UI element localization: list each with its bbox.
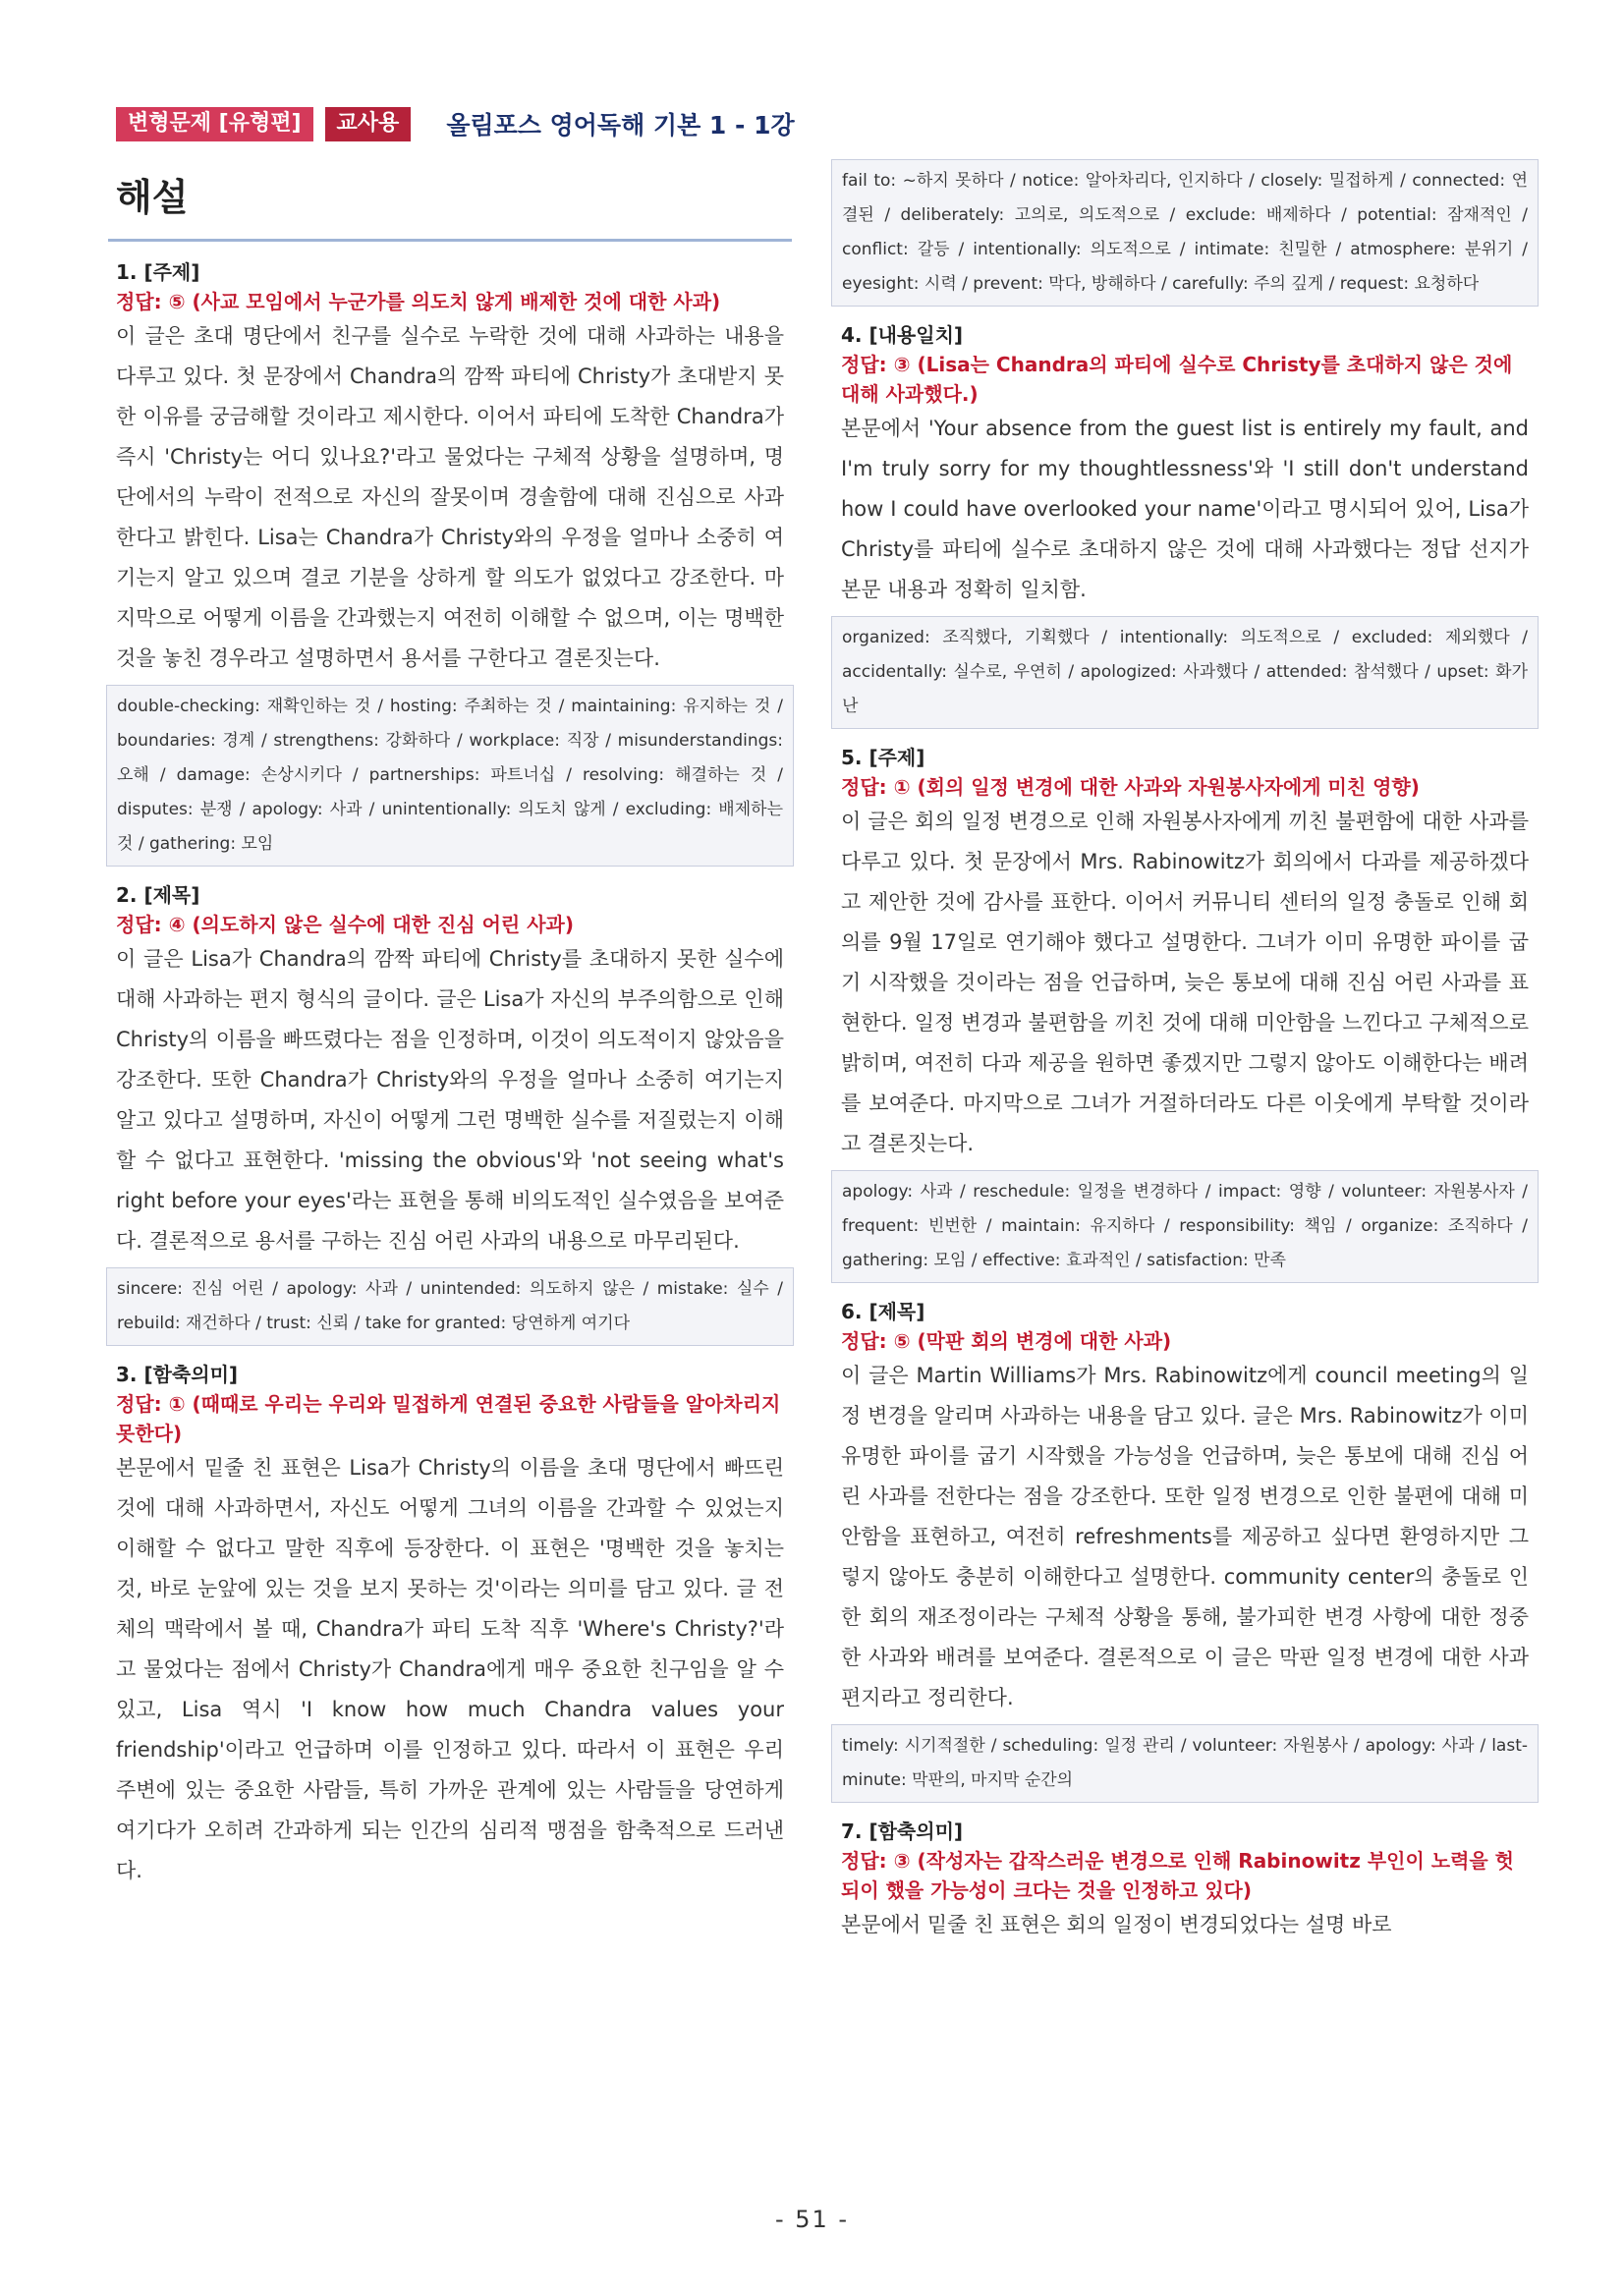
question-heading: 5. [주제] (841, 746, 925, 769)
teacher-tag: 교사용 (325, 107, 412, 141)
page-header (116, 106, 795, 141)
answer-line: 정답: ① (때때로 우리는 우리와 밀접하게 연결된 중요한 사람들을 알아차리지 못한다) (116, 1392, 781, 1445)
vocabulary-box: timely: 시기적절한 / scheduling: 일정 관리 / volunteer: 자원봉사 / apology: 사과 / last-minute: 막판의, 마지막 순간의 (831, 1724, 1539, 1803)
section-divider (108, 239, 792, 242)
question-heading: 1. [주제] (116, 260, 200, 284)
answer-line: 정답: ⑤ (막판 회의 변경에 대한 사과) (841, 1329, 1172, 1353)
answer-line: 정답: ① (회의 일정 변경에 대한 사과와 자원봉사자에게 미친 영향) (841, 775, 1420, 799)
question-heading: 2. [제목] (116, 883, 200, 907)
vocabulary-box: apology: 사과 / reschedule: 일정을 변경하다 / impact: 영향 / volunteer: 자원봉사자 / frequent: 빈번한 / maintain: 유지하다 / responsibility: 책임 / organize: 조직하다 / gathering: 모임 / effective: 효과적인 / satisfaction: 만족 (831, 1170, 1539, 1283)
section-title: 해설 (116, 176, 189, 219)
answer-line: 정답: ④ (의도하지 않은 실수에 대한 진심 어린 사과) (116, 913, 574, 936)
answer-line: 정답: ⑤ (사교 모임에서 누군가를 의도치 않게 배제한 것에 대한 사과) (116, 290, 721, 313)
question-heading: 7. [함축의미] (841, 1820, 964, 1843)
explanation-text: 이 글은 회의 일정 변경으로 인해 자원봉사자에게 끼친 불편함에 대한 사과를 다루고 있다. 첫 문장에서 Mrs. Rabinowitz가 회의에서 다과를 제공하겠다고 제안한 것에 감사를 표한다. 이어서 커뮤니티 센터의 일정 충돌로 인해 회의를 9월 17일로 연기해야 했다고 설명한다. 그녀가 이미 유명한 파이를 굽기 시작했을 것이라는 점을 언급하며, 늦은 통보에 대해 진심 어린 사과를 표현한다. 일정 변경과 불편함을 끼친 것에 대해 미안함을 느낀다고 구체적으로 밝히며, 여전히 다과 제공을 원하면 좋겠지만 그렇지 않아도 이해한다는 배려를 보여준다. 마지막으로 그녀가 거절하더라도 다른 이웃에게 부탁할 것이라고 결론짓는다. (841, 810, 1529, 1155)
question-heading: 6. [제목] (841, 1300, 925, 1323)
explanation-text: 본문에서 밑줄 친 표현은 Lisa가 Christy의 이름을 초대 명단에서 빠뜨린 것에 대해 사과하면서, 자신도 어떻게 그녀의 이름을 간과할 수 있었는지 이해할 수 없다고 말한 직후에 등장한다. 이 표현은 '명백한 것을 놓치는 것, 바로 눈앞에 있는 것을 보지 못하는 것'이라는 의미를 담고 있다. 글 전체의 맥락에서 볼 때, Chandra가 파티 도착 직후 'Where's Christy?'라고 물었다는 점에서 Christy가 Chandra에게 매우 중요한 친구임을 알 수 있고, Lisa 역시 'I know how much Chandra values your friendship'이라고 언급하며 이를 인정하고 있다. 따라서 이 표현은 우리 주변에 있는 중요한 사람들, 특히 가까운 관계에 있는 사람들을 당연하게 여기다가 오히려 간과하게 되는 인간의 심리적 맹점을 함축적으로 드러낸다. (116, 1456, 784, 1882)
vocabulary-box: fail to: ~하지 못하다 / notice: 알아차리다, 인지하다 / closely: 밀접하게 / connected: 연결된 / deliberately: 고의로, 의도적으로 / exclude: 배제하다 / potential: 잠재적인 / conflict: 갈등 / intentionally: 의도적으로 / intimate: 친밀한 / atmosphere: 분위기 / eyesight: 시력 / prevent: 막다, 방해하다 / carefully: 주의 깊게 / request: 요청하다 (831, 159, 1539, 307)
vocabulary-box: double-checking: 재확인하는 것 / hosting: 주최하는 것 / maintaining: 유지하는 것 / boundaries: 경계 / strengthens: 강화하다 / workplace: 직장 / misunderstandings: 오해 / damage: 손상시키다 / partnerships: 파트너십 / resolving: 해결하는 것 / disputes: 분쟁 / apology: 사과 / unintentionally: 의도치 않게 / excluding: 배제하는 것 / gathering: 모임 (106, 685, 794, 867)
explanation-text: 본문에서 밑줄 친 표현은 회의 일정이 변경되었다는 설명 바로 (841, 1913, 1392, 1936)
right-column (841, 157, 1529, 1945)
vocabulary-box: sincere: 진심 어린 / apology: 사과 / unintended: 의도하지 않은 / mistake: 실수 / rebuild: 재건하다 / trust: 신뢰 / take for granted: 당연하게 여기다 (106, 1267, 794, 1346)
left-column (116, 157, 784, 1891)
explanation-text: 이 글은 Martin Williams가 Mrs. Rabinowitz에게 council meeting의 일정 변경을 알리며 사과하는 내용을 담고 있다. 글은 Mrs. Rabinowitz가 이미 유명한 파이를 굽기 시작했을 가능성을 언급하며, 늦은 통보에 대해 진심 어린 사과를 전한다는 점을 강조한다. 또한 일정 변경으로 인한 불편에 대해 미안함을 표현하고, 여전히 refreshments를 제공하고 싶다면 환영하지만 그렇지 않아도 충분히 이해한다고 설명한다. community center의 충돌로 인한 회의 재조정이라는 구체적 상황을 통해, 불가피한 변경 사항에 대한 정중한 사과와 배려를 보여준다. 결론적으로 이 글은 막판 일정 변경에 대한 사과 편지라고 정리한다. (841, 1364, 1529, 1709)
answer-line: 정답: ③ (Lisa는 Chandra의 파티에 실수로 Christy를 초대하지 않은 것에 대해 사과했다.) (841, 353, 1513, 406)
answer-line: 정답: ③ (작성자는 갑작스러운 변경으로 인해 Rabinowitz 부인이 노력을 헛되이 했을 가능성이 크다는 것을 인정하고 있다) (841, 1849, 1514, 1902)
series-tag: 변형문제 [유형편] (116, 107, 313, 141)
explanation-text: 본문에서 'Your absence from the guest list is entirely my fault, and I'm truly sorry for my thoughtlessness'와 'I still don't understand how I could have overlooked your name'이라고 명시되어 있어, Lisa가 Christy를 파티에 실수로 초대하지 않은 것에 대해 사과했다는 정답 선지가 본문 내용과 정확히 일치함. (841, 417, 1529, 601)
question-heading: 4. [내용일치] (841, 323, 964, 347)
explanation-text: 이 글은 Lisa가 Chandra의 깜짝 파티에 Christy를 초대하지 못한 실수에 대해 사과하는 편지 형식의 글이다. 글은 Lisa가 자신의 부주의함으로 인해 Christy의 이름을 빠뜨렸다는 점을 인정하며, 이것이 의도적이지 않았음을 강조한다. 또한 Chandra가 Christy와의 우정을 얼마나 소중히 여기는지 알고 있다고 설명하며, 자신이 어떻게 그런 명백한 실수를 저질렀는지 이해할 수 없다고 표현한다. 'missing the obvious'와 'not seeing what's right before your eyes'라는 표현을 통해 비의도적인 실수였음을 보여준다. 결론적으로 용서를 구하는 진심 어린 사과의 내용으로 마무리된다. (116, 947, 784, 1253)
vocabulary-box: organized: 조직했다, 기획했다 / intentionally: 의도적으로 / excluded: 제외했다 / accidentally: 실수로, 우연히 / apologized: 사과했다 / attended: 참석했다 / upset: 화가 난 (831, 616, 1539, 729)
book-title: 올림포스 영어독해 기본 1 - 1강 (446, 111, 795, 140)
question-heading: 3. [함축의미] (116, 1363, 239, 1386)
page-number: - 51 - (774, 2206, 850, 2233)
explanation-text: 이 글은 초대 명단에서 친구를 실수로 누락한 것에 대해 사과하는 내용을 다루고 있다. 첫 문장에서 Chandra의 깜짝 파티에 Christy가 초대받지 못한 이유를 궁금해할 것이라고 제시한다. 이어서 파티에 도착한 Chandra가 즉시 'Christy는 어디 있나요?'라고 물었다는 구체적 상황을 설명하며, 명단에서의 누락이 전적으로 자신의 잘못이며 경솔함에 대해 진심으로 사과한다고 밝힌다. Lisa는 Chandra가 Christy와의 우정을 얼마나 소중히 여기는지 알고 있으며 결코 기분을 상하게 할 의도가 없었다고 강조한다. 마지막으로 어떻게 이름을 간과했는지 여전히 이해할 수 없으며, 이는 명백한 것을 놓친 경우라고 설명하면서 용서를 구한다고 결론짓는다. (116, 324, 784, 670)
